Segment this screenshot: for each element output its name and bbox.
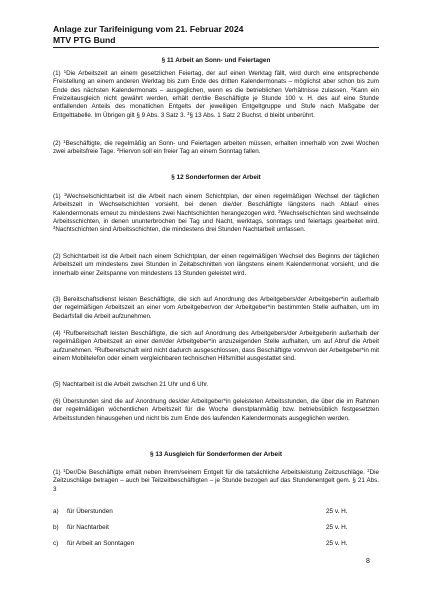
text-run: § 13 Abs. 1 Satz 2 Buchst. d bleibt unberührt. <box>189 111 315 119</box>
section-12-paragraph-3 <box>53 296 379 321</box>
text-run: Nachtschichten sind Arbeitsschichten, die mindestens drei Stunden Nachtarbeit umfassen. <box>55 226 306 234</box>
item-label: für Arbeit an Sonntagen <box>67 540 135 547</box>
item-rate: 25 v. H. <box>326 524 348 531</box>
sentence-number: 2 <box>278 208 281 214</box>
section-11-paragraph-1 <box>53 70 379 120</box>
item-letter: a) <box>53 508 59 515</box>
section-12-paragraph-1 <box>53 193 379 235</box>
text-run: (1) <box>53 193 64 200</box>
sentence-number: 1 <box>63 68 67 74</box>
item-label: für Nachtarbeit <box>67 524 109 531</box>
sentence-number: 2 <box>116 147 120 153</box>
text-run: (1) <box>53 469 64 476</box>
sentence-number: 3 <box>187 110 190 116</box>
text-run: Rufbereitschaft leisten Beschäftigte, die sich auf Anordnung des Arbeitgebers/der Arbeitgeberin außerhalb der regelmäßigen Arbeitszeit an einer dem/der Arbeitgeber*in anzuzeigenden Stelle aufhalten, um auf Abruf die Arbeit aufzunehmen. <box>53 330 379 354</box>
text-run: (6) Überstunden sind die auf Anordnung des/der Arbeitgeber*in geleisteten Arbeitsstunden, die über die im Rahmen der regelmäßigen wöchentlichen Arbeitszeit für die Woche dienstplanmäßig bzw. betriebsüblich festgesetzten Arbeitsstunden hinausgehen und nicht bis zum Ende des laufenden Kalendermonats ausgeglichen werden. <box>53 398 379 422</box>
text-run: Wechselschichten sind wechselnde Arbeitsschichten, in denen ununterbrochen bei Tag und Nacht, werktags, sonntags und feiertags gearbeitet wird. <box>53 209 379 226</box>
sentence-number: 1 <box>63 467 66 473</box>
sentence-number: 3 <box>53 225 56 231</box>
section-11-title: § 11 Arbeit an Sonn- und Feiertagen <box>161 57 271 64</box>
text-run: (2) <box>53 140 64 147</box>
item-rate: 25 v. H. <box>326 540 348 547</box>
section-13-paragraph-1 <box>53 469 379 494</box>
text-run: Hiervon soll ein freier Tag an einem Sonntag fallen. <box>119 148 261 156</box>
text-run: Wechselschichtarbeit ist die Arbeit nach einem Schichtplan, der einen regelmäßigen Wechsel der täglichen Arbeitszeit in Wechselschichten vorsieht, bei denen die/der Beschäftigte längstens nach Ablauf eines Kalendermonats erneut zu mindestens zwei Nachtschichten herangezogen wird. <box>53 193 379 217</box>
item-letter: b) <box>53 524 59 531</box>
text-run: (4) <box>53 330 64 337</box>
text-run: Rufbereitschaft wird nicht dadurch ausgeschlossen, dass Beschäftigte vom/von der Arbeitgeber*in mit einem Mobiltelefon oder einem vergleichbaren technischen Hilfsmittel ausgestattet sind. <box>53 346 379 363</box>
text-run: Der/Die Beschäftigte erhält neben ihrem/seinem Entgelt für die tatsächliche Arbeitsleistung Zeitzuschläge. <box>65 469 368 476</box>
text-run: Die Zeitzuschläge betragen – auch bei Teilzeitbeschäftigten – je Stunde bezogen auf das Stundenentgelt gem. § 21 Abs. 3 <box>53 469 380 493</box>
header-title: Anlage zur Tarifeinigung vom 21. Februar 2024 <box>53 24 244 34</box>
header-subtitle: MTV PTG Bund <box>53 34 116 45</box>
item-rate: 25 v. H. <box>326 508 348 515</box>
sentence-number: 1 <box>63 138 66 144</box>
sentence-number: 2 <box>350 85 354 91</box>
text-run: Kann ein Freizeitausgleich nicht gewährt werden, erhält der/die Beschäftigte je Stunde 100 v. H. des auf eine Stunde entfallenden Anteils des monatlichen Entgelts der jeweiligen Entgeltgruppe und Stufe nach Maßgabe der Entgelttabelle. Im Übrigen gilt § 9 Abs. 3 Satz 3. <box>53 86 379 119</box>
text-run: Die Arbeitszeit an einem gesetzlichen Feiertag, der auf einen Werktag fällt, wird durch eine entsprechende Freistellung an einem anderen Werktag bis zum Ende des dritten Kalendermonats – möglichst aber schon bis zum Ende des nächsten Kalendermonats – ausgeglichen, wenn es die betrieblichen Verhältnisse zulassen. <box>53 70 379 94</box>
section-13-title: § 13 Ausgleich für Sonderformen der Arbeit <box>150 451 282 458</box>
item-label: für Überstunden <box>67 508 113 515</box>
text-run: (5) Nachtarbeit ist die Arbeit zwischen 21 Uhr und 6 Uhr. <box>53 381 209 388</box>
section-11-paragraph-2 <box>53 140 379 157</box>
header-divider <box>53 47 379 48</box>
text-run: (1) <box>53 70 64 77</box>
section-12-title: § 12 Sonderformen der Arbeit <box>171 174 261 181</box>
sentence-number: 1 <box>63 328 66 334</box>
item-letter: c) <box>53 540 59 547</box>
sentence-number: 1 <box>63 191 67 197</box>
section-12-paragraph-2 <box>53 253 379 278</box>
document-header <box>53 24 243 45</box>
sentence-number: 2 <box>367 467 370 473</box>
text-run: (2) Schichtarbeit ist die Arbeit nach einem Schichtplan, der einen regelmäßigen Wechsel des Beginns der täglichen Arbeitszeit um mindestens zwei Stunden in Zeitabschnitten von längstens einem Kalendermonat vorsieht, und die innerhalb einer Zeitspanne von mindestens 13 Stunden geleistet wird. <box>53 253 379 277</box>
section-12-paragraph-5 <box>53 381 379 389</box>
page-number: 8 <box>366 558 370 565</box>
section-12-paragraph-4 <box>53 330 379 363</box>
sentence-number: 2 <box>94 345 97 351</box>
text-run: Beschäftigte, die regelmäßig an Sonn- und Feiertagen arbeiten müssen, erhalten innerhalb von zwei Wochen zwei arbeitsfreie Tage. <box>53 140 380 156</box>
text-run: (3) Bereitschaftsdienst leisten Beschäftigte, die sich auf Anordnung des Arbeitgebers/der Arbeitgeber*in außerhalb der regelmäßigen Arbeitszeit an einer vom Arbeitgeber/von der Arbeitgeber*in bestimmten Stelle aufhalten, um im Bedarfsfall die Arbeit aufzunehmen. <box>53 296 379 320</box>
section-12-paragraph-6 <box>53 398 379 423</box>
